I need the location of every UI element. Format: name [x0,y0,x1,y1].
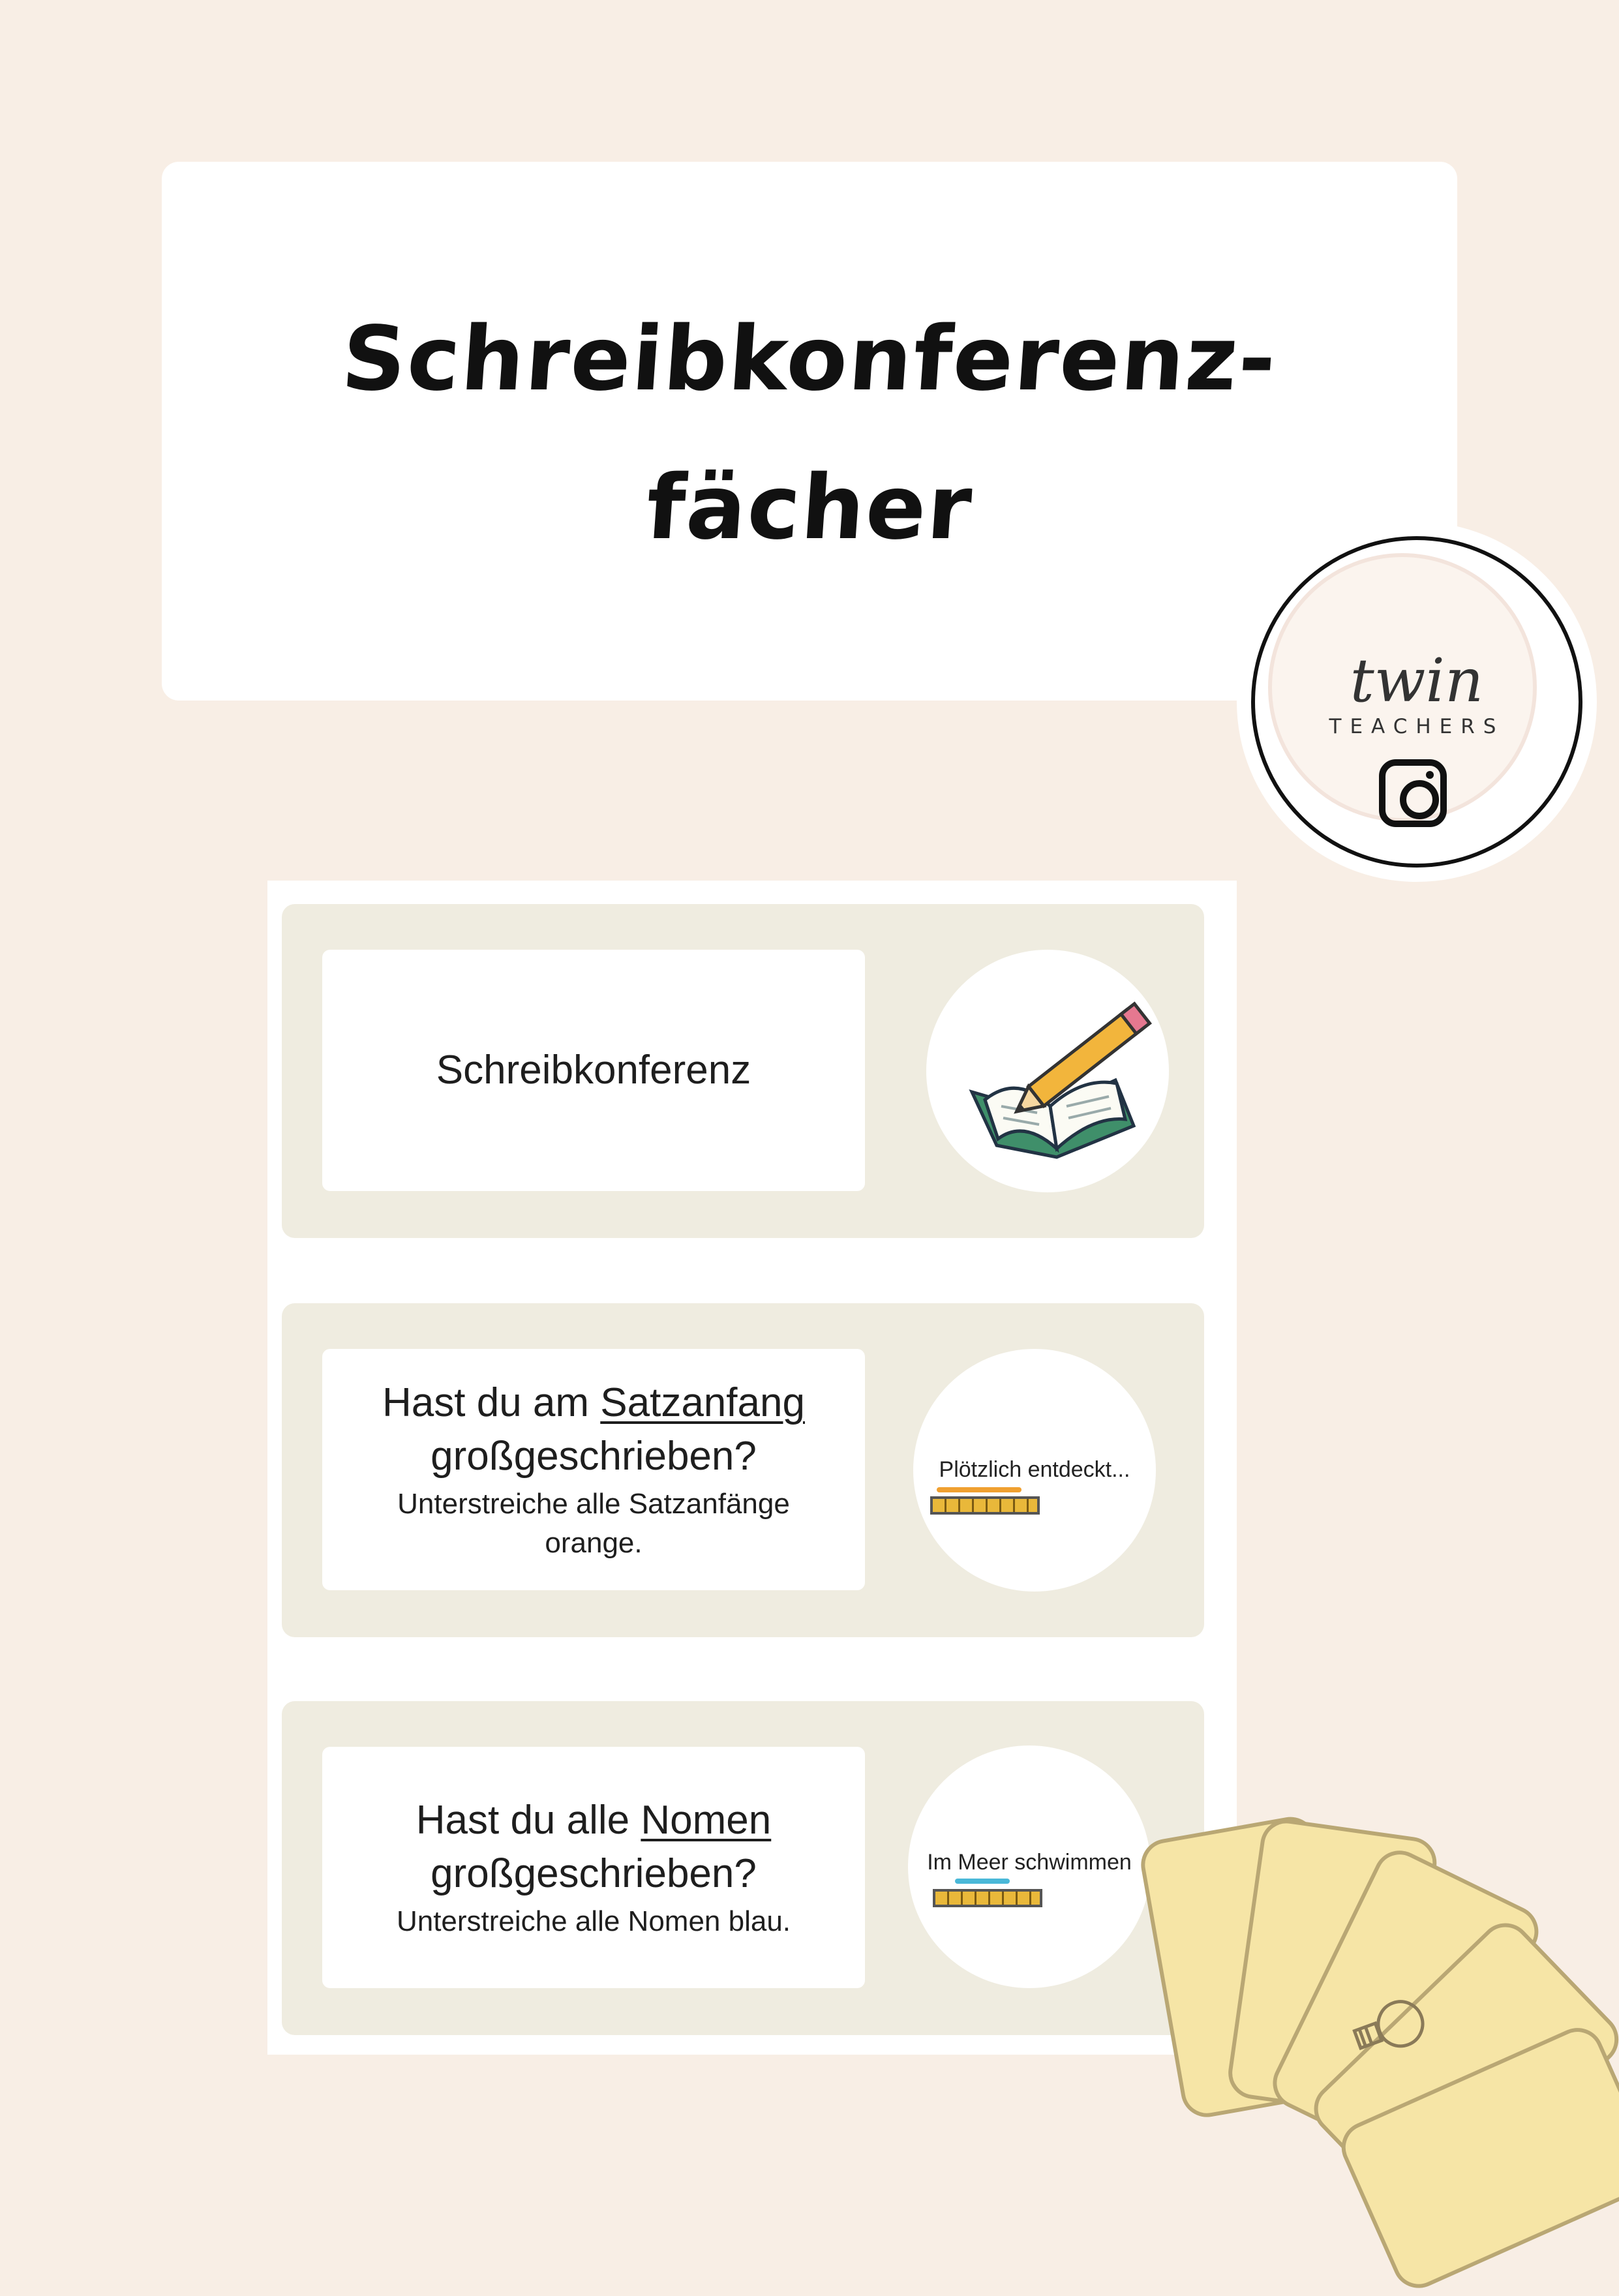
book-pencil-icon [926,950,1169,1192]
card-title: Schreibkonferenz [436,1048,751,1093]
card-fan-illustration [1179,1800,1545,2139]
lightbulb-icon [1342,1996,1434,2068]
card-label-box [322,1349,865,1590]
page-title-line-2: fächer [643,457,976,560]
question-underlined-word: Nomen [641,1798,772,1843]
card-question [382,1376,805,1483]
twin-teachers-logo[interactable] [1237,522,1597,882]
instagram-icon[interactable] [1379,759,1447,827]
question-underlined-word: Satzanfang [600,1380,805,1425]
card-instruction: Unterstreiche alle Satzanfänge orange. [397,1488,790,1559]
ruler-icon [933,1889,1042,1907]
question-text: Hast du am [382,1380,601,1425]
logo-subtitle: TEACHERS [1329,715,1505,738]
question-text-end: großgeschrieben? [431,1851,757,1896]
instagram-dot [1426,771,1434,779]
card-icon-circle [926,950,1169,1192]
card-example-circle [913,1349,1156,1592]
page-title-line-1: Schreibkonferenz- [339,308,1280,411]
question-text: Hast du alle [416,1798,641,1843]
example-text: Im Meer schwimmen [927,1850,1132,1875]
card-sheet [267,881,1237,2055]
card-question [416,1794,772,1901]
card-label-box [322,950,865,1191]
card-strip-1 [282,904,1204,1238]
logo-script-text: twin [1350,646,1484,716]
card-strip-3 [282,1701,1204,2035]
orange-underline-marker [937,1487,1021,1492]
example-text: Plötzlich entdeckt... [939,1457,1130,1482]
card-example-circle [908,1745,1151,1988]
ruler-icon [930,1496,1040,1515]
instagram-lens [1400,780,1439,819]
question-text-end: großgeschrieben? [431,1434,757,1479]
card-label-box [322,1747,865,1988]
blue-underline-marker [955,1879,1010,1884]
card-instruction: Unterstreiche alle Nomen blau. [396,1905,791,1937]
card-strip-2 [282,1303,1204,1637]
